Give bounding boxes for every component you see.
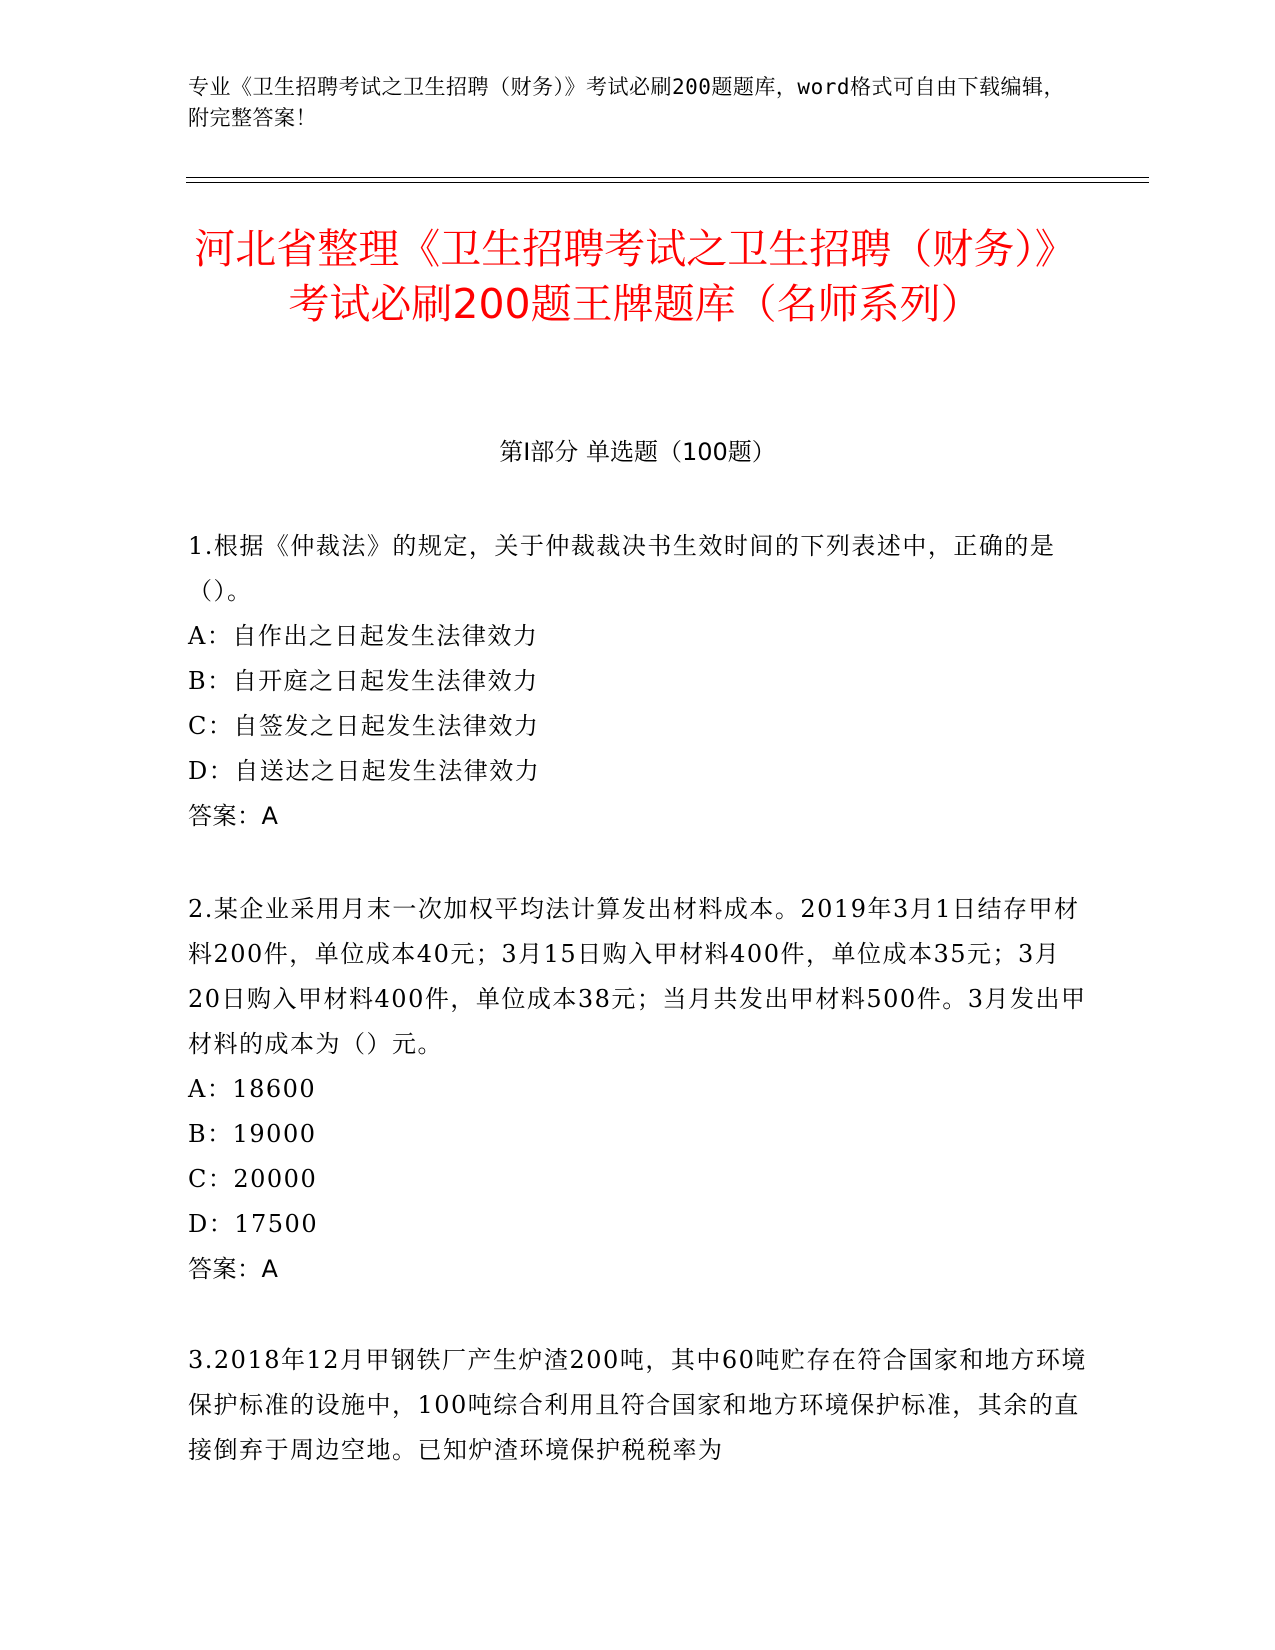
option-b: B：自开庭之日起发生法律效力 <box>188 667 539 695</box>
question-item <box>188 524 1088 839</box>
answer-line: 答案：A <box>188 1255 279 1283</box>
document-title: 河北省整理《卫生招聘考试之卫生招聘（财务）》考试必刷200题王牌题库（名师系列） <box>194 225 1076 328</box>
option-c: C：20000 <box>188 1165 318 1193</box>
option-a: A：自作出之日起发生法律效力 <box>188 622 539 650</box>
question-stem: 2.某企业采用月末一次加权平均法计算发出材料成本。2019年3月1日结存甲材料200件，单位成本40元；3月15日购入甲材料400件，单位成本35元；3月20日购入甲材料400件，单位成本38元；当月共发出甲材料500件。3月发出甲材料的成本为（）元。 <box>188 895 1087 1058</box>
question-item <box>188 887 1088 1292</box>
option-b: B：19000 <box>188 1120 317 1148</box>
header-divider-top <box>186 177 1149 178</box>
option-c: C：自签发之日起发生法律效力 <box>188 712 540 740</box>
header-divider-bottom <box>186 182 1149 183</box>
document-intro: 专业《卫生招聘考试之卫生招聘（财务）》考试必刷200题题库，word格式可自由下载编辑，附完整答案！ <box>188 75 1065 130</box>
option-d: D：自送达之日起发生法律效力 <box>188 757 541 785</box>
option-a: A：18600 <box>188 1075 317 1103</box>
question-stem: 3.2018年12月甲钢铁厂产生炉渣200吨，其中60吨贮存在符合国家和地方环境保护标准的设施中，100吨综合利用且符合国家和地方环境保护标准，其余的直接倒弃于周边空地。已知炉渣环境保护税税率为 <box>188 1346 1087 1464</box>
section-heading: 第I部分 单选题（100题） <box>499 438 776 466</box>
question-item <box>188 1338 1088 1473</box>
answer-line: 答案：A <box>188 802 279 830</box>
question-stem: 1.根据《仲裁法》的规定，关于仲裁裁决书生效时间的下列表述中，正确的是（）。 <box>188 532 1056 605</box>
option-d: D：17500 <box>188 1210 319 1238</box>
